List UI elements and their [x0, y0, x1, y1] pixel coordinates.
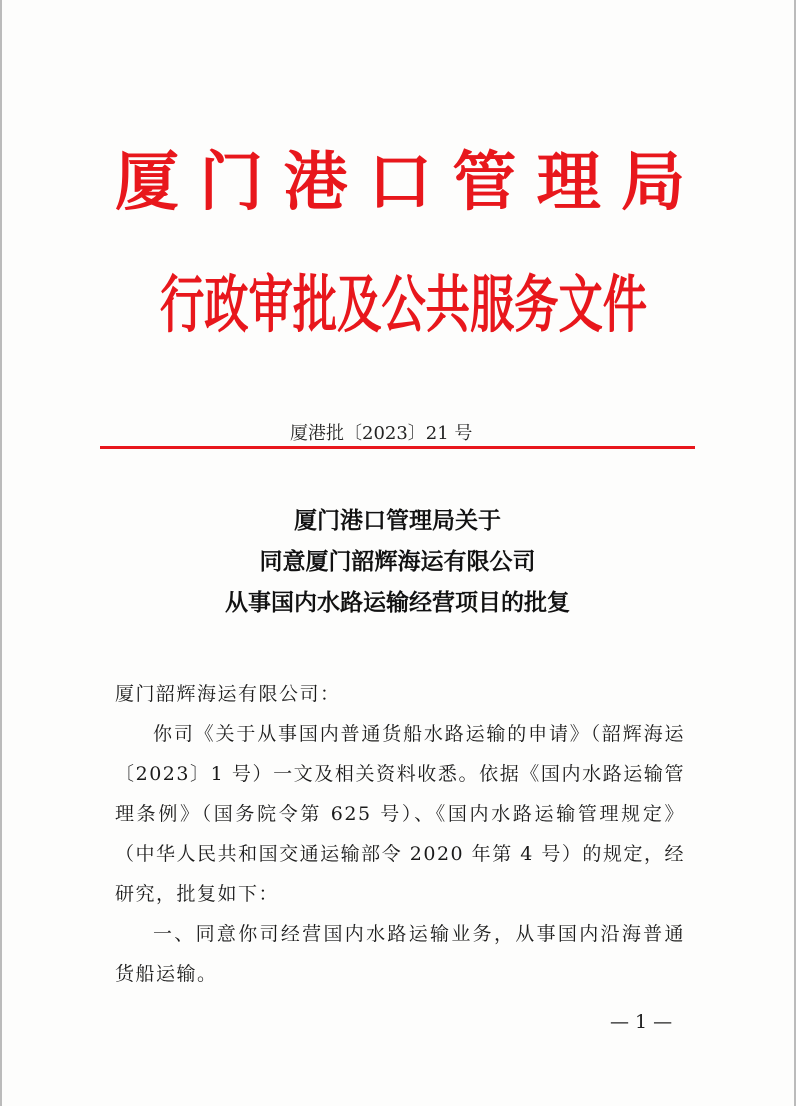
doc-type-char: 文 [558, 268, 603, 342]
doc-type-char: 政 [204, 268, 249, 342]
doc-type-char: 公 [381, 268, 426, 342]
letterhead-char: 管 [452, 146, 517, 220]
letterhead-doc-type [160, 248, 648, 363]
document-body [115, 674, 685, 994]
body-paragraph-1: 你司《关于从事国内普通货船水路运输的申请》（韶辉海运〔2023〕1 号）一文及相关资料收悉。依据《国内水路运输管理条例》（国务院令第 625 号）、《国内水路运输管理规定》（中华人民共和国交通运输部令 2020 年第 4 号）的规定，经研究，批复如下： [115, 723, 685, 905]
letterhead-char: 局 [620, 146, 685, 220]
letterhead-char: 口 [367, 146, 432, 220]
doc-type-char: 服 [469, 268, 515, 342]
doc-type-char: 件 [602, 268, 648, 342]
addressee: 厦门韶辉海运有限公司： [115, 683, 341, 705]
scan-edge-left [0, 0, 2, 1106]
doc-type-char: 及 [337, 268, 382, 342]
letterhead-char: 厦 [115, 146, 179, 220]
page-number: — 1 — [610, 1011, 673, 1033]
letterhead-char: 门 [199, 146, 264, 220]
letterhead-org-name [115, 145, 685, 221]
doc-type-char: 共 [425, 268, 470, 342]
title-line-3: 从事国内水路运输经营项目的批复 [225, 589, 570, 616]
body-paragraph-2: 一、同意你司经营国内水路运输业务，从事国内沿海普通货船运输。 [115, 923, 685, 985]
doc-type-char: 审 [248, 268, 293, 342]
title-line-2: 同意厦门韶辉海运有限公司 [259, 548, 536, 575]
title-line-1: 厦门港口管理局关于 [294, 507, 501, 534]
doc-type-char: 批 [292, 268, 338, 342]
document-title [100, 500, 695, 623]
doc-type-char: 务 [514, 268, 559, 342]
letterhead-char: 港 [283, 146, 348, 220]
red-divider-line [100, 446, 695, 449]
document-number: 厦港批〔2023〕21 号 [290, 423, 473, 444]
letterhead-char: 理 [536, 146, 601, 220]
doc-type-char: 行 [160, 268, 205, 342]
